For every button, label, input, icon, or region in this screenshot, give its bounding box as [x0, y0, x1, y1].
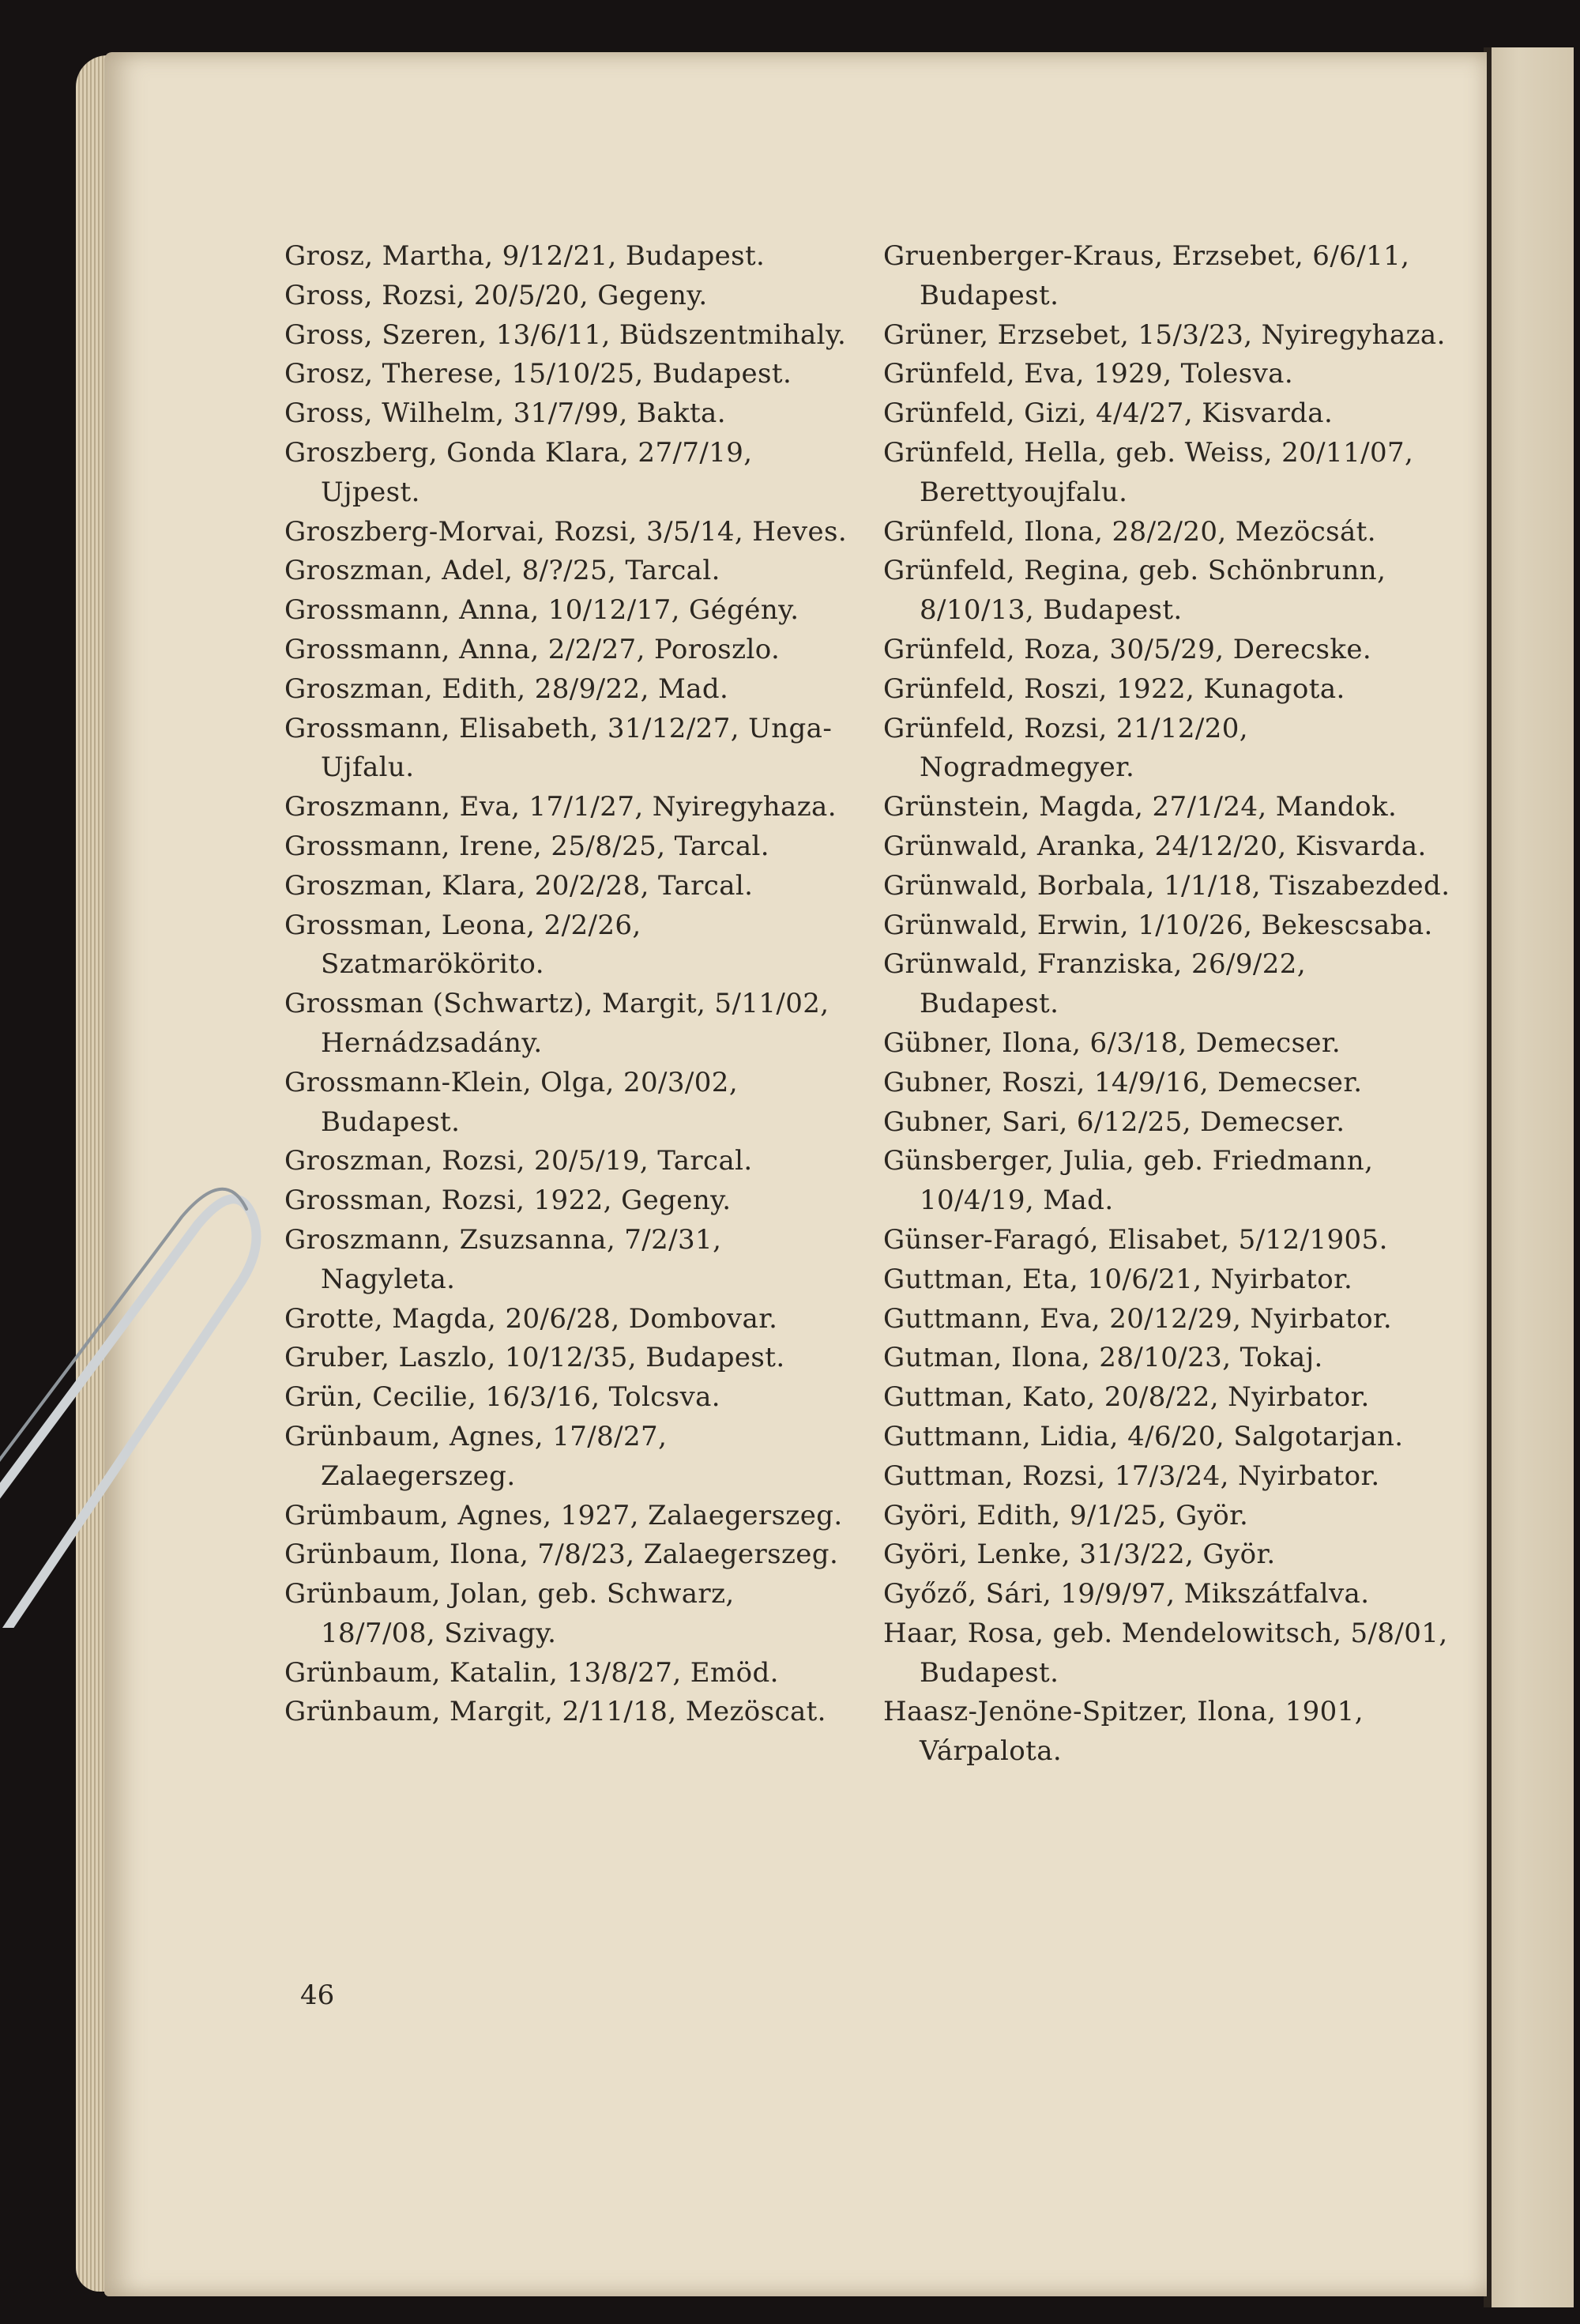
list-item: Grünstein, Magda, 27/1/24, Mandok.: [883, 791, 1398, 823]
page-number: 46: [300, 1979, 335, 2011]
list-item: Gross, Wilhelm, 31/7/99, Bakta.: [284, 397, 726, 430]
list-item: Groszman, Klara, 20/2/28, Tarcal.: [284, 869, 754, 902]
list-item: Günser-Faragó, Elisabet, 5/12/1905.: [883, 1223, 1388, 1256]
list-item: Grünbaum, Agnes, 17/8/27, Zalaegerszeg.: [284, 1420, 668, 1492]
list-item: Grünbaum, Jolan, geb. Schwarz, 18/7/08, Szivagy.: [284, 1578, 735, 1649]
list-item: Gross, Rozsi, 20/5/20, Gegeny.: [284, 279, 708, 311]
list-item: Grossmann, Elisabeth, 31/12/27, Unga-Ujfalu.: [284, 712, 833, 784]
list-item: Grünfeld, Regina, geb. Schönbrunn, 8/10/13, Budapest.: [883, 555, 1386, 627]
list-item: Haasz-Jenöne-Spitzer, Ilona, 1901, Várpalota.: [883, 1696, 1364, 1768]
list-item: Györi, Lenke, 31/3/22, Györ.: [883, 1539, 1276, 1571]
list-item: Györi, Edith, 9/1/25, Györ.: [883, 1499, 1249, 1531]
list-item: Grünbaum, Ilona, 7/8/23, Zalaegerszeg.: [284, 1539, 839, 1571]
list-item: Grünfeld, Roszi, 1922, Kunagota.: [883, 672, 1345, 705]
list-item: Grümbaum, Agnes, 1927, Zalaegerszeg.: [284, 1499, 843, 1531]
list-item: Grossmann-Klein, Olga, 20/3/02, Budapest.: [284, 1066, 739, 1138]
list-item: Grün, Cecilie, 16/3/16, Tolcsva.: [284, 1381, 721, 1414]
list-item: Groszmann, Eva, 17/1/27, Nyiregyhaza.: [284, 791, 837, 823]
list-item: Gubner, Sari, 6/12/25, Demecser.: [883, 1106, 1345, 1138]
list-item: Grossman, Leona, 2/2/26, Szatmarökörito.: [284, 909, 641, 981]
list-item: Grossmann, Anna, 2/2/27, Poroszlo.: [284, 633, 781, 665]
list-item: Grünwald, Erwin, 1/10/26, Bekescsaba.: [883, 909, 1433, 941]
list-item: Grünbaum, Margit, 2/11/18, Mezöscat.: [284, 1696, 826, 1728]
list-item: Grünbaum, Katalin, 13/8/27, Emöd.: [284, 1656, 779, 1689]
list-item: Grünfeld, Rozsi, 21/12/20, Nogradmegyer.: [883, 712, 1248, 784]
list-item: Gross, Szeren, 13/6/11, Büdszentmihaly.: [284, 318, 847, 351]
list-item: Groszmann, Zsuzsanna, 7/2/31, Nagyleta.: [284, 1223, 722, 1295]
list-item: Groszberg, Gonda Klara, 27/7/19, Ujpest.: [284, 436, 753, 508]
list-item: Gubner, Roszi, 14/9/16, Demecser.: [883, 1066, 1363, 1098]
list-item: Grossmann, Irene, 25/8/25, Tarcal.: [284, 830, 769, 862]
list-item: Grünwald, Borbala, 1/1/18, Tiszabezded.: [883, 869, 1450, 902]
right-column: [883, 237, 1452, 1772]
list-item: Gutman, Ilona, 28/10/23, Tokaj.: [883, 1342, 1323, 1374]
list-item: Guttman, Kato, 20/8/22, Nyirbator.: [883, 1381, 1370, 1414]
list-item: Grossman (Schwartz), Margit, 5/11/02, Hernádzsadány.: [284, 988, 830, 1059]
list-item: Haar, Rosa, geb. Mendelowitsch, 5/8/01, Budapest.: [883, 1617, 1448, 1689]
list-item: Győző, Sári, 19/9/97, Mikszátfalva.: [883, 1578, 1370, 1610]
list-item: Grünfeld, Hella, geb. Weiss, 20/11/07, Berettyoujfalu.: [883, 436, 1414, 508]
list-item: Groszman, Edith, 28/9/22, Mad.: [284, 672, 729, 705]
list-item: Grossman, Rozsi, 1922, Gegeny.: [284, 1185, 732, 1217]
list-item: Grossmann, Anna, 10/12/17, Gégény.: [284, 594, 799, 627]
facing-page-edge: [1487, 47, 1574, 2307]
left-column: [284, 237, 853, 1732]
list-item: Grotte, Magda, 20/6/28, Dombovar.: [284, 1302, 778, 1335]
list-item: Grosz, Therese, 15/10/25, Budapest.: [284, 358, 792, 390]
list-item: Grosz, Martha, 9/12/21, Budapest.: [284, 240, 766, 272]
list-item: Guttman, Eta, 10/6/21, Nyirbator.: [883, 1263, 1353, 1295]
list-item: Groszberg-Morvai, Rozsi, 3/5/14, Heves.: [284, 515, 848, 548]
list-item: Grünfeld, Ilona, 28/2/20, Mezöcsát.: [883, 515, 1376, 548]
list-item: Gruber, Laszlo, 10/12/35, Budapest.: [284, 1342, 785, 1374]
list-item: Grünfeld, Eva, 1929, Tolesva.: [883, 358, 1294, 390]
list-item: Groszman, Adel, 8/?/25, Tarcal.: [284, 555, 720, 587]
list-item: Grünwald, Aranka, 24/12/20, Kisvarda.: [883, 830, 1427, 862]
list-item: Gübner, Ilona, 6/3/18, Demecser.: [883, 1026, 1341, 1059]
list-item: Grünfeld, Roza, 30/5/29, Derecske.: [883, 633, 1372, 665]
list-item: Gruenberger-Kraus, Erzsebet, 6/6/11, Budapest.: [883, 240, 1410, 311]
list-item: Günsberger, Julia, geb. Friedmann, 10/4/19, Mad.: [883, 1145, 1374, 1217]
list-item: Groszman, Rozsi, 20/5/19, Tarcal.: [284, 1145, 753, 1177]
list-item: Guttman, Rozsi, 17/3/24, Nyirbator.: [883, 1460, 1380, 1492]
list-item: Guttmann, Eva, 20/12/29, Nyirbator.: [883, 1302, 1393, 1335]
list-item: Guttmann, Lidia, 4/6/20, Salgotarjan.: [883, 1420, 1404, 1452]
list-item: Grünwald, Franziska, 26/9/22, Budapest.: [883, 948, 1307, 1020]
paperclip-icon: [0, 1130, 269, 1628]
list-item: Grüner, Erzsebet, 15/3/23, Nyiregyhaza.: [883, 318, 1446, 351]
list-item: Grünfeld, Gizi, 4/4/27, Kisvarda.: [883, 397, 1334, 430]
